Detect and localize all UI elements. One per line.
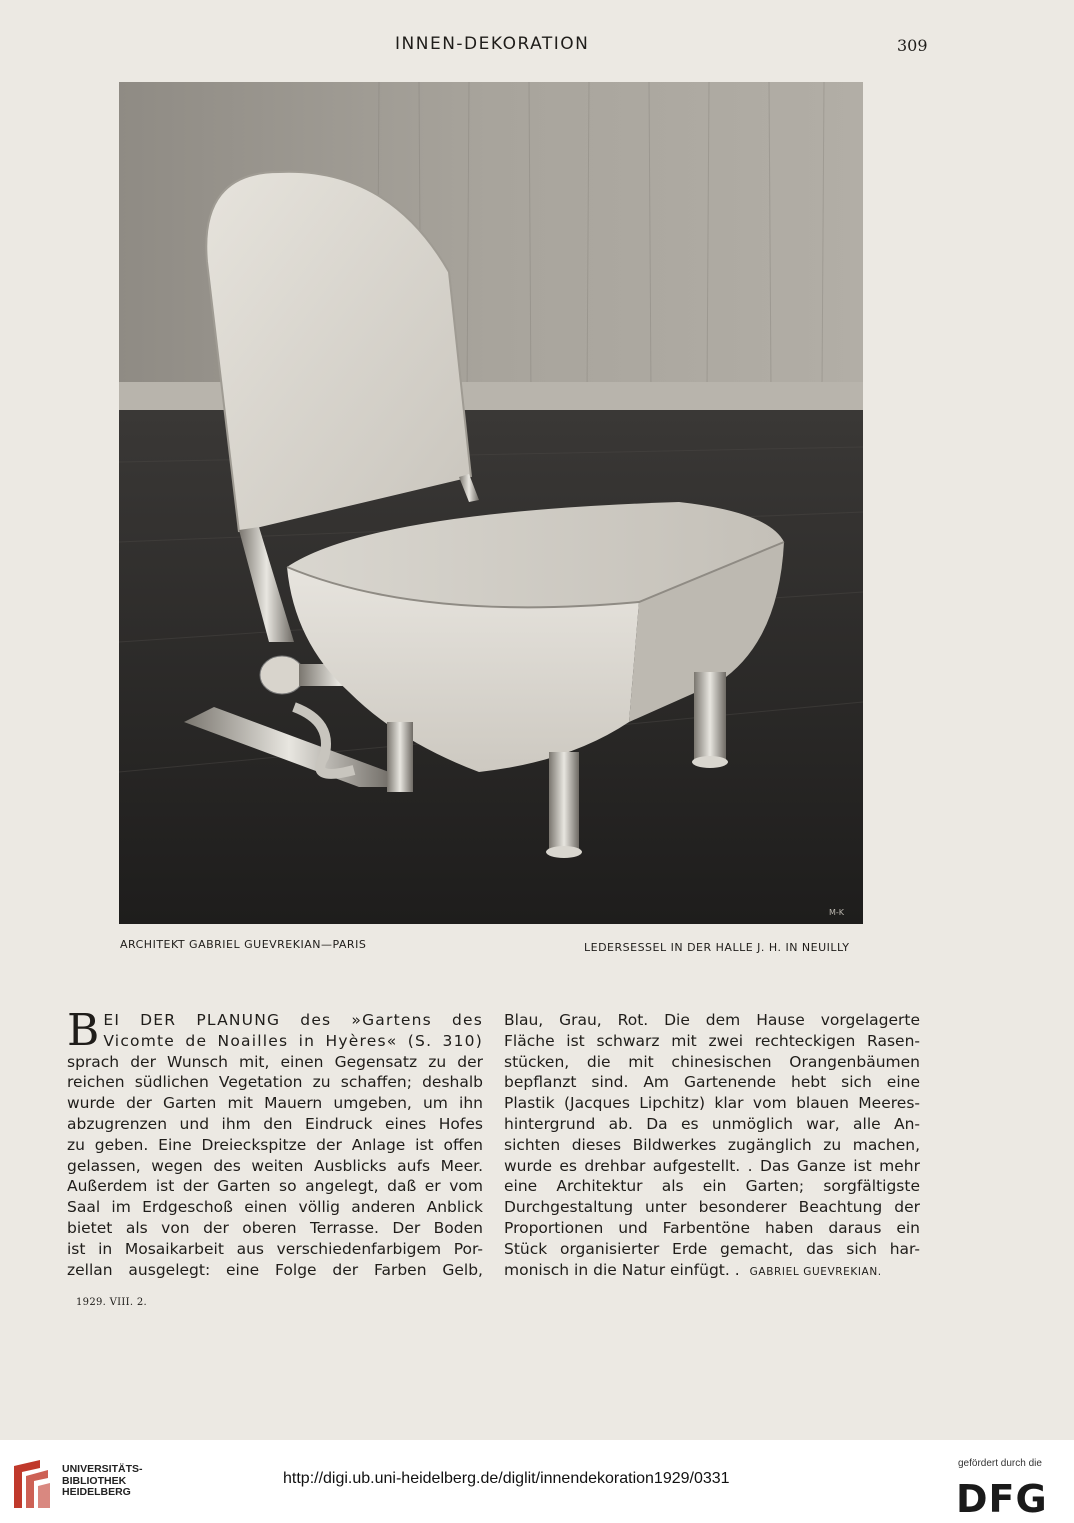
- text-line: wurde es drehbar aufgestellt. . Das Ganze ist mehr: [504, 1156, 920, 1175]
- chair-photograph: [119, 82, 863, 924]
- text-line: sichten dieses Bildwerkes zugänglich zu machen,: [504, 1135, 920, 1154]
- photo-monogram: M-K: [828, 908, 844, 917]
- running-head: INNEN-DEKORATION: [395, 34, 590, 54]
- text-line: zellan ausgelegt: eine Folge der Farben Gelb,: [67, 1260, 483, 1279]
- dfg-logo-icon: [956, 1480, 1060, 1516]
- article-column-left: [67, 1005, 483, 1280]
- final-text: monisch in die Natur einfügt. .: [504, 1260, 740, 1279]
- text-line: Durchgestaltung unter besonderer Beachtung der: [504, 1198, 920, 1217]
- library-line: HEIDELBERG: [62, 1486, 131, 1498]
- funded-by-label: gefördert durch die: [958, 1458, 1042, 1469]
- page-number: 309: [897, 36, 928, 55]
- text-line: zu geben. Eine Dreieckspitze der Anlage ist offen: [67, 1135, 483, 1154]
- text-line: EI DER PLANUNG des »Gartens des: [103, 1011, 483, 1029]
- text-line: Außerdem ist der Garten so angelegt, daß er vom: [67, 1177, 483, 1196]
- photo-leather-armchair: [119, 82, 863, 924]
- text-line: Stück organisierter Erde gemacht, das sich har-: [504, 1239, 920, 1258]
- author-signature: GABRIEL GUEVREKIAN.: [749, 1265, 882, 1278]
- text-line: Proportionen und Farbentöne haben daraus ein: [504, 1218, 920, 1237]
- library-line: UNIVERSITÄTS-: [62, 1463, 143, 1475]
- text-line: bepflanzt sind. Am Gartenende hebt sich eine: [504, 1073, 920, 1092]
- text-line: Fläche ist schwarz mit zwei rechteckigen Rasen-: [504, 1031, 920, 1050]
- final-line: [504, 1260, 920, 1283]
- text-line: Blau, Grau, Rot. Die dem Hause vorgelagerte: [504, 1011, 920, 1029]
- caption-object: LEDERSESSEL IN DER HALLE J. H. IN NEUILLY: [584, 941, 850, 954]
- text-line: abzugrenzen und ihm den Eindruck eines Hofes: [67, 1114, 483, 1133]
- text-line: gelassen, wegen des weiten Ausblicks aufs Meer.: [67, 1156, 483, 1175]
- dfg-wordmark: DFG: [956, 1480, 1048, 1516]
- text-line: Plastik (Jacques Lipchitz) klar vom blauen Meeres-: [504, 1094, 920, 1113]
- text-line: eine Architektur als ein Garten; sorgfältigste: [504, 1177, 920, 1196]
- text-line: bietet als von der oberen Terrasse. Der Boden: [67, 1218, 483, 1237]
- drop-cap: B: [67, 1005, 100, 1056]
- text-line: ist in Mosaikarbeit aus verschiedenfarbigem Por-: [67, 1239, 483, 1258]
- article-column-right: [504, 1010, 920, 1282]
- university-library-logo-icon: [10, 1456, 54, 1512]
- text-line: Saal im Erdgeschoß einen völlig anderen Anblick: [67, 1198, 483, 1217]
- library-line: BIBLIOTHEK: [62, 1474, 127, 1487]
- issue-mark: 1929. VIII. 2.: [76, 1297, 147, 1308]
- text-line: hintergrund ab. Da es unmöglich war, alle An-: [504, 1114, 920, 1133]
- text-line: wurde der Garten mit Mauern umgeben, um ihn: [67, 1094, 483, 1113]
- digitization-footer: [0, 1440, 1074, 1523]
- text-line: sprach der Wunsch mit, einen Gegensatz zu der: [67, 1052, 483, 1071]
- text-line: stücken, die mit chinesischen Orangenbäumen: [504, 1052, 920, 1071]
- caption-architect: ARCHITEKT GABRIEL GUEVREKIAN—PARIS: [120, 938, 367, 951]
- text-line: Vicomte de Noailles in Hyères« (S. 310): [103, 1031, 483, 1050]
- library-name: [62, 1464, 143, 1499]
- text-line: reichen südlichen Vegetation zu schaffen; deshalb: [67, 1073, 483, 1092]
- permalink-url[interactable]: http://digi.ub.uni-heidelberg.de/diglit/innendekoration1929/0331: [283, 1470, 730, 1487]
